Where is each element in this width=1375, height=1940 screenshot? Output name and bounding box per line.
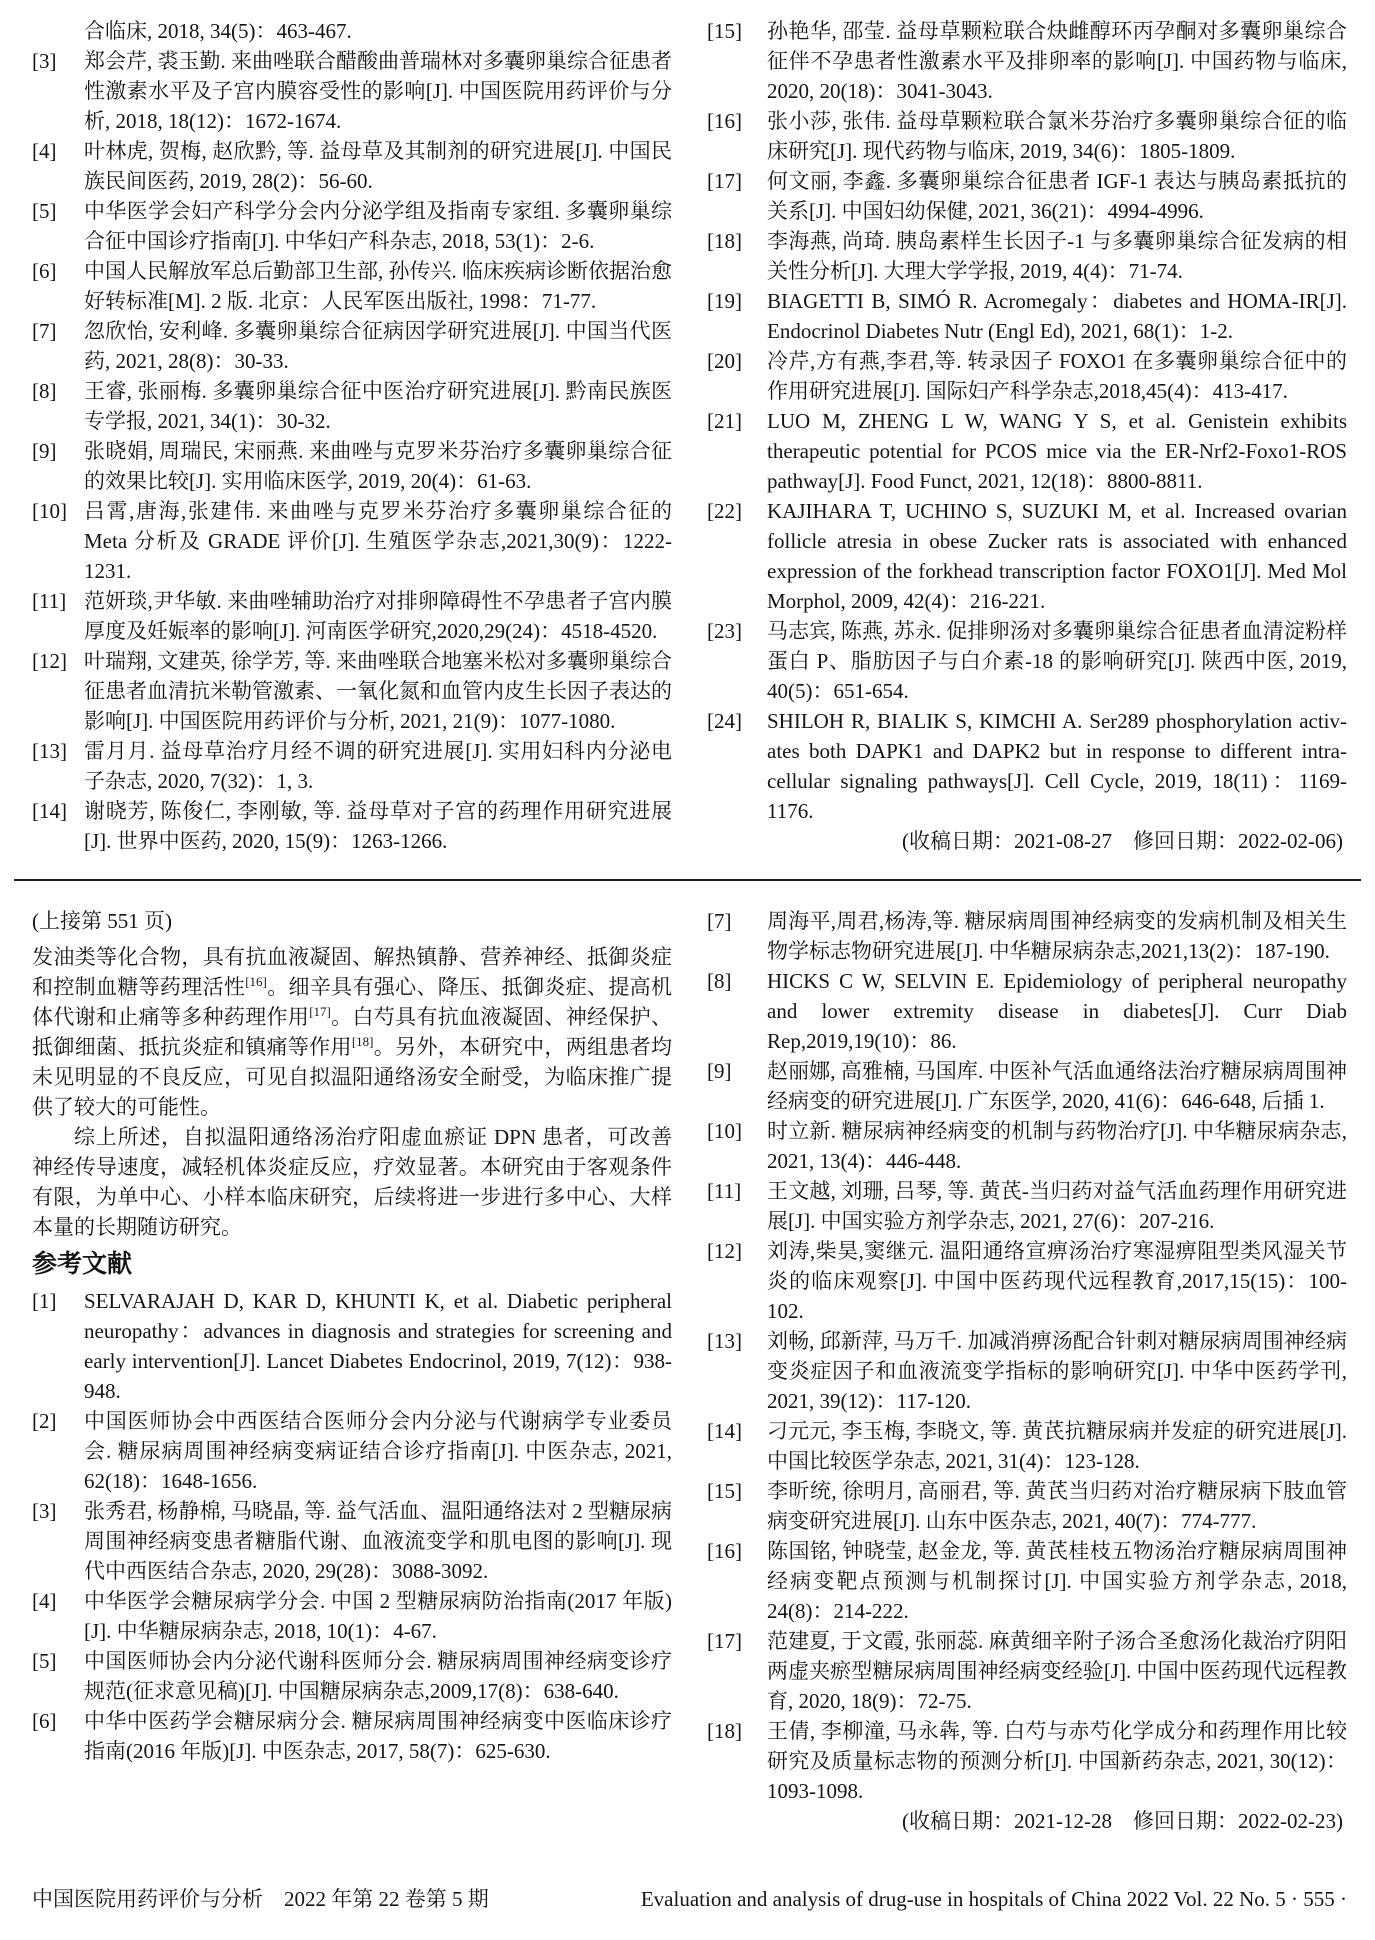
- top-references-section: [32, 16, 1347, 856]
- reference-text: 李昕统, 徐明月, 高丽君, 等. 黄芪当归药对治疗糖尿病下肢血管病变研究进展[J]. 山东中医杂志, 2021, 40(7)：774-777.: [767, 1479, 1347, 1533]
- reference-text: 合临床, 2018, 34(5)：463-467.: [84, 19, 352, 43]
- section-divider-rule: [14, 879, 1361, 881]
- reference-number: [10]: [32, 499, 67, 523]
- page-footer: [32, 1884, 1347, 1914]
- reference-item: [707, 1626, 1347, 1716]
- reference-item: [32, 736, 672, 796]
- reference-text: 中国人民解放军总后勤部卫生部, 孙传兴. 临床疾病诊断依据治愈好转标准[M]. 2 版. 北京：人民军医出版社, 1998：71-77.: [84, 259, 672, 313]
- reference-text: SELVARAJAH D, KAR D, KHUNTI K, et al. Diabetic peripheral neuropathy：advances in diagnosis and strategies for screening and early intervention[J]. Lancet Diabetes Endocrinol, 2019, 7(12)：938-948.: [84, 1289, 672, 1403]
- reference-text: 何文丽, 李鑫. 多囊卵巢综合征患者 IGF-1 表达与胰岛素抵抗的关系[J]. 中国妇幼保健, 2021, 36(21)：4994-4996.: [767, 169, 1347, 223]
- reference-item: [707, 1236, 1347, 1326]
- reference-item: [707, 346, 1347, 406]
- reference-number: [1]: [32, 1289, 57, 1313]
- reference-text: BIAGETTI B, SIMÓ R. Acromegaly：diabetes and HOMA-IR[J]. Endocrinol Diabetes Nutr (Engl Ed), 2021, 68(1)：1-2.: [767, 289, 1347, 343]
- footer-journal-title-en-page-number: Evaluation and analysis of drug-use in hospitals of China 2022 Vol. 22 No. 5 · 555 ·: [640, 1887, 1347, 1911]
- reference-item: [32, 1586, 672, 1646]
- reference-text: 刁元元, 李玉梅, 李晓文, 等. 黄芪抗糖尿病并发症的研究进展[J]. 中国比较医学杂志, 2021, 31(4)：123-128.: [767, 1419, 1347, 1473]
- reference-number: [9]: [32, 439, 57, 463]
- reference-number: [8]: [32, 379, 57, 403]
- reference-item: [32, 1286, 672, 1406]
- bottom-right-reference-list: [707, 906, 1347, 1806]
- reference-item: [32, 1646, 672, 1706]
- reference-text: 范建夏, 于文霞, 张丽蕊. 麻黄细辛附子汤合圣愈汤化裁治疗阴阳两虚夹瘀型糖尿病周围神经病变经验[J]. 中国中医药现代远程教育, 2020, 18(9)：72-75.: [767, 1629, 1347, 1713]
- received-revised-dates-bottom: (收稿日期：2021-12-28 修回日期：2022-02-23): [902, 1809, 1343, 1833]
- reference-number: [17]: [707, 1629, 742, 1653]
- reference-text: 孙艳华, 邵莹. 益母草颗粒联合炔雌醇环丙孕酮对多囊卵巢综合征伴不孕患者性激素水平及排卵率的影响[J]. 中国药物与临床, 2020, 20(18)：3041-3043.: [767, 19, 1347, 103]
- reference-number: [4]: [32, 139, 57, 163]
- reference-number: [16]: [707, 109, 742, 133]
- reference-item: [707, 226, 1347, 286]
- reference-item: [32, 496, 672, 586]
- reference-item: [32, 1706, 672, 1766]
- article-body-text: [32, 942, 672, 1242]
- reference-text: KAJIHARA T, UCHINO S, SUZUKI M, et al. Increased ovarian follicle atresia in obese Zucker rats is associated with enhanced expression of the forkhead transcription factor FOXO1[J]. Med Mol Morphol, 2009, 42(4)：216-221.: [767, 499, 1347, 613]
- reference-text: 周海平,周君,杨涛,等. 糖尿病周围神经病变的发病机制及相关生物学标志物研究进展[J]. 中华糖尿病杂志,2021,13(2)：187-190.: [767, 909, 1347, 963]
- citation-superscript: [16]: [245, 974, 267, 989]
- reference-number: [10]: [707, 1119, 742, 1143]
- reference-number: [5]: [32, 199, 57, 223]
- reference-item: [707, 106, 1347, 166]
- reference-text: 忽欣怡, 安利峰. 多囊卵巢综合征病因学研究进展[J]. 中国当代医药, 2021, 28(8)：30-33.: [84, 319, 672, 373]
- reference-number: [13]: [32, 739, 67, 763]
- reference-item: [707, 16, 1347, 106]
- reference-number: [18]: [707, 1719, 742, 1743]
- reference-item: [32, 586, 672, 646]
- reference-number: [19]: [707, 289, 742, 313]
- reference-item: [32, 16, 672, 46]
- reference-text: 王文越, 刘珊, 吕琴, 等. 黄芪-当归药对益气活血药理作用研究进展[J]. 中国实验方剂学杂志, 2021, 27(6)：207-216.: [767, 1179, 1347, 1233]
- reference-item: [32, 1496, 672, 1586]
- footer-journal-title-cn: 中国医院用药评价与分析 2022 年第 22 卷第 5 期: [32, 1887, 489, 1911]
- reference-text: 中华医学会妇产科学分会内分泌学组及指南专家组. 多囊卵巢综合征中国诊疗指南[J]. 中华妇产科杂志, 2018, 53(1)：2-6.: [84, 199, 672, 253]
- reference-item: [707, 286, 1347, 346]
- continued-article-left-column: [32, 906, 672, 1836]
- reference-text: LUO M, ZHENG L W, WANG Y S, et al. Genistein exhibits therapeutic potential for PCOS mice via the ER-Nrf2-Foxo1-ROS pathway[J]. Food Funct, 2021, 12(18)：8800-8811.: [767, 409, 1347, 493]
- reference-number: [2]: [32, 1409, 57, 1433]
- reference-number: [23]: [707, 619, 742, 643]
- reference-text: 叶瑞翔, 文建英, 徐学芳, 等. 来曲唑联合地塞米松对多囊卵巢综合征患者血清抗米勒管激素、一氧化氮和血管内皮生长因子表达的影响[J]. 中国医院用药评价与分析, 2021, 21(9)：1077-1080.: [84, 649, 672, 733]
- continued-from-note: (上接第 551 页): [32, 909, 172, 933]
- reference-text: 王倩, 李柳潼, 马永犇, 等. 白芍与赤芍化学成分和药理作用比较研究及质量标志物的预测分析[J]. 中国新药杂志, 2021, 30(12)：1093-1098.: [767, 1719, 1347, 1803]
- reference-text: 张晓娟, 周瑞民, 宋丽燕. 来曲唑与克罗米芬治疗多囊卵巢综合征的效果比较[J]. 实用临床医学, 2019, 20(4)：61-63.: [84, 439, 672, 493]
- reference-number: [16]: [707, 1539, 742, 1563]
- reference-item: [32, 796, 672, 856]
- reference-item: [707, 1056, 1347, 1116]
- reference-item: [707, 966, 1347, 1056]
- reference-number: [3]: [32, 49, 57, 73]
- reference-text: 叶林虎, 贺梅, 赵欣黔, 等. 益母草及其制剂的研究进展[J]. 中国民族民间医药, 2019, 28(2)：56-60.: [84, 139, 672, 193]
- reference-item: [707, 1116, 1347, 1176]
- reference-number: [22]: [707, 499, 742, 523]
- top-right-reference-list: [707, 16, 1347, 826]
- reference-item: [707, 166, 1347, 226]
- reference-number: [14]: [32, 799, 67, 823]
- reference-item: [707, 1716, 1347, 1806]
- reference-item: [32, 136, 672, 196]
- reference-text: 王睿, 张丽梅. 多囊卵巢综合征中医治疗研究进展[J]. 黔南民族医专学报, 2021, 34(1)：30-32.: [84, 379, 672, 433]
- reference-item: [32, 46, 672, 136]
- reference-text: 赵丽娜, 高雅楠, 马国库. 中医补气活血通络法治疗糖尿病周围神经病变的研究进展[J]. 广东医学, 2020, 41(6)：646-648, 后插 1.: [767, 1059, 1347, 1113]
- reference-item: [32, 646, 672, 736]
- reference-number: [17]: [707, 169, 742, 193]
- citation-superscript: [17]: [309, 1004, 331, 1019]
- reference-text: 刘涛,柴昊,窦继元. 温阳通络宣痹汤治疗寒湿痹阻型类风湿关节炎的临床观察[J]. 中国中医药现代远程教育,2017,15(15)：100-102.: [767, 1239, 1347, 1323]
- reference-text: 中华医学会糖尿病学分会. 中国 2 型糖尿病防治指南(2017 年版)[J]. 中华糖尿病杂志, 2018, 10(1)：4-67.: [84, 1589, 672, 1643]
- reference-number: [8]: [707, 969, 732, 993]
- reference-number: [20]: [707, 349, 742, 373]
- reference-item: [32, 436, 672, 496]
- reference-text: 张秀君, 杨静棉, 马晓晶, 等. 益气活血、温阳通络法对 2 型糖尿病周围神经病变患者糖脂代谢、血液流变学和肌电图的影响[J]. 现代中西医结合杂志, 2020, 29(28)：3088-3092.: [84, 1499, 672, 1583]
- bottom-left-reference-list: [32, 1286, 672, 1766]
- reference-item: [707, 406, 1347, 496]
- reference-text: HICKS C W, SELVIN E. Epidemiology of peripheral neuropathy and lower extremity disease in diabetes[J]. Curr Diab Rep,2019,19(10)：86.: [767, 969, 1347, 1053]
- reference-number: [7]: [707, 909, 732, 933]
- reference-item: [707, 1176, 1347, 1236]
- reference-number: [3]: [32, 1499, 57, 1523]
- reference-text: 中华中医药学会糖尿病分会. 糖尿病周围神经病变中医临床诊疗指南(2016 年版)[J]. 中医杂志, 2017, 58(7)：625-630.: [84, 1709, 672, 1763]
- reference-item: [707, 906, 1347, 966]
- reference-item: [32, 1406, 672, 1496]
- reference-text: 中国医师协会内分泌代谢科医师分会. 糖尿病周围神经病变诊疗规范(征求意见稿)[J]. 中国糖尿病杂志,2009,17(8)：638-640.: [84, 1649, 672, 1703]
- reference-item: [32, 316, 672, 376]
- reference-number: [21]: [707, 409, 742, 433]
- reference-item: [707, 1416, 1347, 1476]
- reference-number: [15]: [707, 1479, 742, 1503]
- reference-text: 陈国铭, 钟晓莹, 赵金龙, 等. 黄芪桂枝五物汤治疗糖尿病周围神经病变靶点预测与机制探讨[J]. 中国实验方剂学杂志, 2018, 24(8)：214-222.: [767, 1539, 1347, 1623]
- reference-text: 冷芹,方有燕,李君,等. 转录因子 FOXO1 在多囊卵巢综合征中的作用研究进展[J]. 国际妇产科学杂志,2018,45(4)：413-417.: [767, 349, 1347, 403]
- reference-number: [9]: [707, 1059, 732, 1083]
- reference-text: SHILOH R, BIALIK S, KIMCHI A. Ser289 phosphorylation activ-ates both DAPK1 and DAPK2 but in response to different intra-cellular signaling pathways[J]. Cell Cycle, 2019, 18(11)：1169-1176.: [767, 709, 1347, 823]
- continued-article-section: [32, 906, 1347, 1836]
- reference-text: 雷月月. 益母草治疗月经不调的研究进展[J]. 实用妇科内分泌电子杂志, 2020, 7(32)：1, 3.: [84, 739, 672, 793]
- reference-item: [707, 1536, 1347, 1626]
- reference-item: [707, 1326, 1347, 1416]
- reference-number: [12]: [32, 649, 67, 673]
- reference-number: [15]: [707, 19, 742, 43]
- reference-item: [707, 1476, 1347, 1536]
- top-right-reference-list-wrap: [707, 16, 1347, 856]
- references-heading: 参考文献: [32, 1250, 133, 1278]
- reference-number: [4]: [32, 1589, 57, 1613]
- body-paragraph: 发油类等化合物，具有抗血液凝固、解热镇静、营养神经、抵御炎症和控制血糖等药理活性[16]。细辛具有强心、降压、抵御炎症、提高机体代谢和止痛等多种药理作用[17]。白芍具有抗血液凝固、神经保护、抵御细菌、抵抗炎症和镇痛等作用[18]。另外，本研究中，两组患者均未见明显的不良反应，可见自拟温阳通络汤安全耐受，为临床推广提供了较大的可能性。: [32, 945, 673, 1119]
- reference-item: [32, 376, 672, 436]
- reference-number: [11]: [707, 1179, 742, 1203]
- reference-number: [18]: [707, 229, 742, 253]
- reference-number: [11]: [32, 589, 67, 613]
- top-left-reference-list: [32, 16, 672, 856]
- received-revised-dates-top: (收稿日期：2021-08-27 修回日期：2022-02-06): [902, 829, 1343, 853]
- reference-text: 张小莎, 张伟. 益母草颗粒联合氯米芬治疗多囊卵巢综合征的临床研究[J]. 现代药物与临床, 2019, 34(6)：1805-1809.: [767, 109, 1347, 163]
- reference-text: 吕霄,唐海,张建伟. 来曲唑与克罗米芬治疗多囊卵巢综合征的 Meta 分析及 GRADE 评价[J]. 生殖医学杂志,2021,30(9)：1222-1231.: [84, 499, 672, 583]
- reference-item: [32, 256, 672, 316]
- reference-number: [5]: [32, 1649, 57, 1673]
- reference-text: 刘畅, 邱新萍, 马万千. 加减消痹汤配合针刺对糖尿病周围神经病变炎症因子和血液流变学指标的影响研究[J]. 中华中医药学刊, 2021, 39(12)：117-120.: [767, 1329, 1347, 1413]
- reference-text: 郑会芹, 裘玉勤. 来曲唑联合醋酸曲普瑞林对多囊卵巢综合征患者性激素水平及子宫内膜容受性的影响[J]. 中国医院用药评价与分析, 2018, 18(12)：1672-1674.: [84, 49, 672, 133]
- reference-number: [13]: [707, 1329, 742, 1353]
- reference-item: [707, 496, 1347, 616]
- reference-number: [14]: [707, 1419, 742, 1443]
- reference-item: [707, 706, 1347, 826]
- continued-article-right-column: [707, 906, 1347, 1836]
- reference-text: 中国医师协会中西医结合医师分会内分泌与代谢病学专业委员会. 糖尿病周围神经病变病证结合诊疗指南[J]. 中医杂志, 2021, 62(18)：1648-1656.: [84, 1409, 672, 1493]
- reference-text: 马志宾, 陈燕, 苏永. 促排卵汤对多囊卵巢综合征患者血清淀粉样蛋白 P、脂肪因子与白介素-18 的影响研究[J]. 陕西中医, 2019, 40(5)：651-654.: [767, 619, 1347, 703]
- body-paragraph: 综上所述，自拟温阳通络汤治疗阳虚血瘀证 DPN 患者，可改善神经传导速度，减轻机体炎症反应，疗效显著。本研究由于客观条件有限，为单中心、小样本临床研究，后续将进一步进行多中心、大样本量的长期随访研究。: [32, 1125, 672, 1239]
- reference-item: [32, 196, 672, 256]
- reference-item: [707, 616, 1347, 706]
- reference-text: 范妍琰,尹华敏. 来曲唑辅助治疗对排卵障碍性不孕患者子宫内膜厚度及妊娠率的影响[J]. 河南医学研究,2020,29(24)：4518-4520.: [84, 589, 672, 643]
- reference-text: 时立新. 糖尿病神经病变的机制与药物治疗[J]. 中华糖尿病杂志, 2021, 13(4)：446-448.: [767, 1119, 1347, 1173]
- reference-number: [6]: [32, 1709, 57, 1733]
- reference-number: [24]: [707, 709, 742, 733]
- reference-number: [6]: [32, 259, 57, 283]
- reference-number: [12]: [707, 1239, 742, 1263]
- reference-number: [7]: [32, 319, 57, 343]
- reference-text: 李海燕, 尚琦. 胰岛素样生长因子-1 与多囊卵巢综合征发病的相关性分析[J]. 大理大学学报, 2019, 4(4)：71-74.: [767, 229, 1347, 283]
- citation-superscript: [18]: [351, 1034, 374, 1049]
- reference-text: 谢晓芳, 陈俊仁, 李刚敏, 等. 益母草对子宫的药理作用研究进展[J]. 世界中医药, 2020, 15(9)：1263-1266.: [84, 799, 672, 853]
